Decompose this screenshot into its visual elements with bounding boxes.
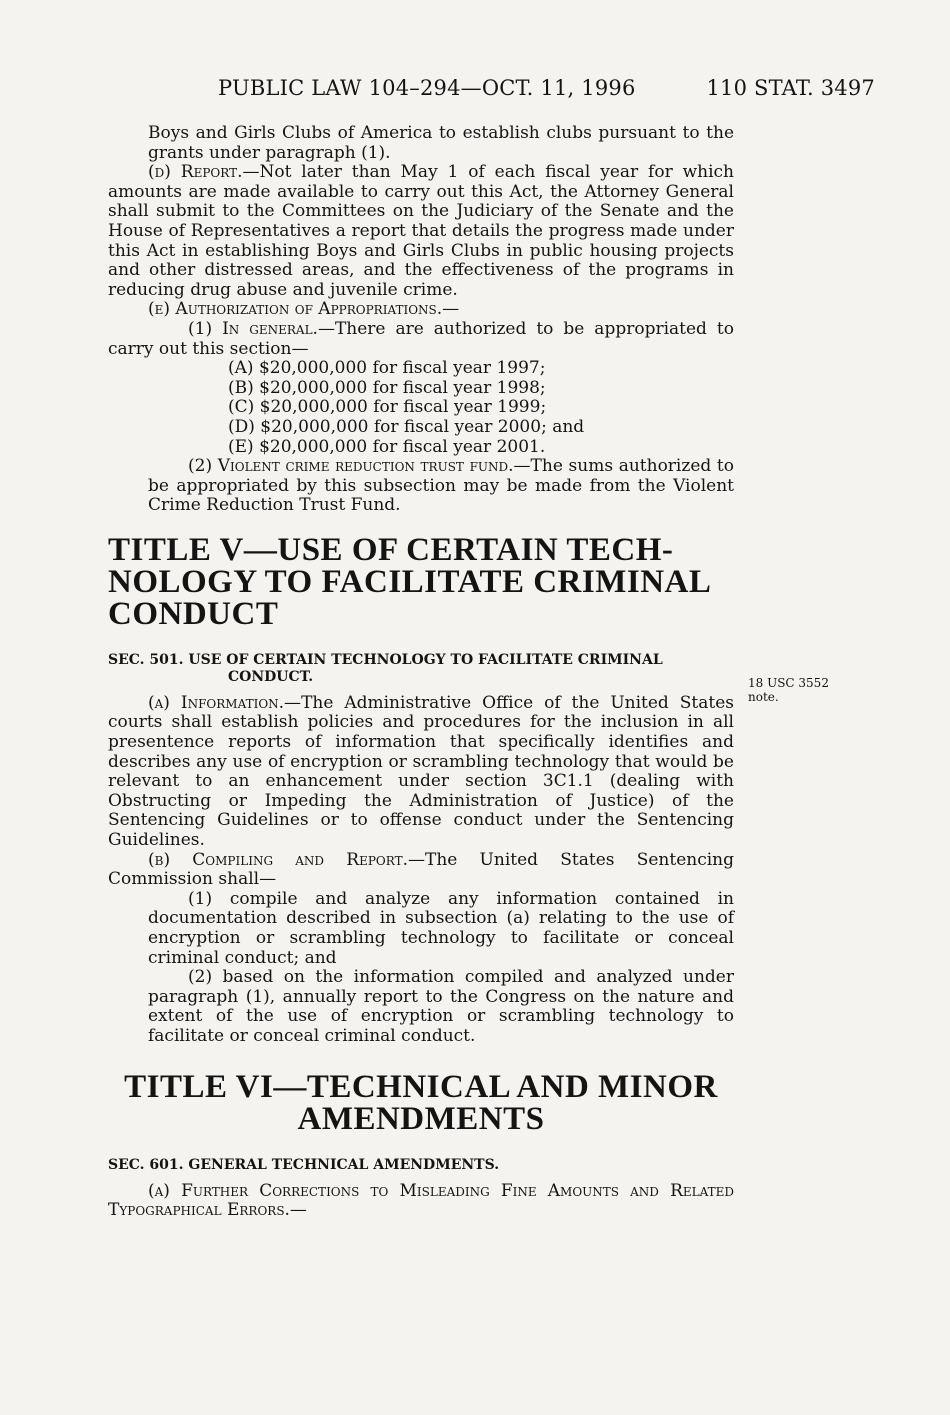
spacer (108, 1135, 734, 1157)
appropriation-item-b: (B) $20,000,000 for fiscal year 1998; (228, 377, 546, 398)
section-501-b (108, 851, 734, 890)
paragraph-e2-label: (2) Violent crime reduction trust fund.— (188, 456, 531, 477)
spacer (108, 516, 734, 528)
margin-note-line-1: 18 USC 3552 (748, 676, 829, 690)
title-vi-line-1: TITLE VI—TECHNICAL AND MINOR (124, 1068, 718, 1105)
section-601-a (108, 1182, 734, 1221)
paragraph-e1-label: (1) In general.— (188, 318, 335, 339)
subsection-d-report (108, 163, 734, 300)
title-vi-line-2: AMENDMENTS (297, 1100, 545, 1137)
title-v-heading (108, 531, 734, 632)
paragraph-e2 (108, 457, 734, 516)
section-501-a (108, 694, 734, 851)
section-501-heading: SEC. 501. USE OF CERTAIN TECHNOLOGY TO FACILITATE CRIMINAL CONDUCT. (108, 651, 663, 685)
header-stat-page: 110 STAT. 3497 (706, 76, 875, 100)
paragraph-e2-text: The sums authorized to be appropriated by this subsection may be made from the Violent Crime Reduction Trust Fund. (148, 456, 734, 516)
appropriation-item-d: (D) $20,000,000 for fiscal year 2000; and (228, 416, 585, 437)
paragraph-e1 (108, 320, 734, 359)
section-601-heading: SEC. 601. GENERAL TECHNICAL AMENDMENTS. (108, 1156, 500, 1173)
appropriation-item-e: (E) $20,000,000 for fiscal year 2001. (228, 436, 546, 457)
subsection-d-label: (d) Report.— (148, 162, 260, 183)
appropriation-item-a: (A) $20,000,000 for fiscal year 1997; (228, 358, 546, 379)
section-601-a-label: (a) Further Corrections to Misleading Fine Amounts and Related Typographical Errors.— (108, 1180, 734, 1221)
page-body (108, 124, 734, 1221)
section-501-b-text: The United States Sentencing Commission shall— (108, 849, 734, 890)
margin-note-18-usc-3552 (748, 676, 829, 704)
margin-note-line-2: note. (748, 690, 779, 704)
subsection-d-text: Not later than May 1 of each fiscal year for which amounts are made available to carry out this Act, the Attorney General shall submit to the Committees on the Judiciary of the Senate and the House of Representatives a report that details the progress made under this Act in establishing Boys and Girls Clubs in public housing projects and other distressed areas, and the effectiveness of the programs in reducing drug abuse and juvenile crime. (108, 162, 735, 300)
title-v-line-1: TITLE V—USE OF CERTAIN TECH- (108, 531, 674, 568)
appropriation-item-c: (C) $20,000,000 for fiscal year 1999; (228, 397, 547, 418)
title-vi-heading (108, 1068, 734, 1137)
section-501-b2: (2) based on the information compiled and analyzed under paragraph (1), annually report to the Congress on the nature and extent of the use of encryption or scrambling technology to facilitate or conceal criminal conduct. (148, 967, 734, 1046)
appropriations-list (108, 359, 734, 457)
subsection-e-label: (e) Authorization of Appropriations.— (148, 299, 460, 320)
section-501-a-text: The Administrative Office of the United States courts shall establish policies and procedures for the inclusion in all presentence reports of information that specifically identifies and describes any use of encryption or scrambling technology that would be relevant to an enhancement under section 3C1.1 (dealing with Obstructing or Impeding the Administration of Justice) of the Sentencing Guidelines or to offense conduct under the Sentencing Guidelines. (108, 692, 734, 851)
spacer (108, 630, 734, 652)
section-501-b-label: (b) Compiling and Report.— (148, 849, 425, 870)
section-501-a-label: (a) Information.— (148, 692, 302, 713)
spacer (108, 1047, 734, 1071)
title-v-line-2: NOLOGY TO FACILITATE CRIMINAL (108, 563, 712, 600)
subsection-e-heading (108, 300, 734, 320)
page-header (108, 76, 875, 106)
continued-paragraph: Boys and Girls Clubs of America to establish clubs pursuant to the grants under paragraph (1). (148, 123, 734, 163)
paragraph-e1-text: There are authorized to be appropriated to carry out this section— (108, 318, 734, 359)
header-citation: PUBLIC LAW 104–294—OCT. 11, 1996 (218, 76, 636, 100)
section-501-b1: (1) compile and analyze any information contained in documentation described in subsection (a) relating to the use of encryption or scrambling technology to facilitate or conceal criminal conduct; and (148, 888, 734, 968)
title-v-line-3: CONDUCT (108, 595, 279, 632)
